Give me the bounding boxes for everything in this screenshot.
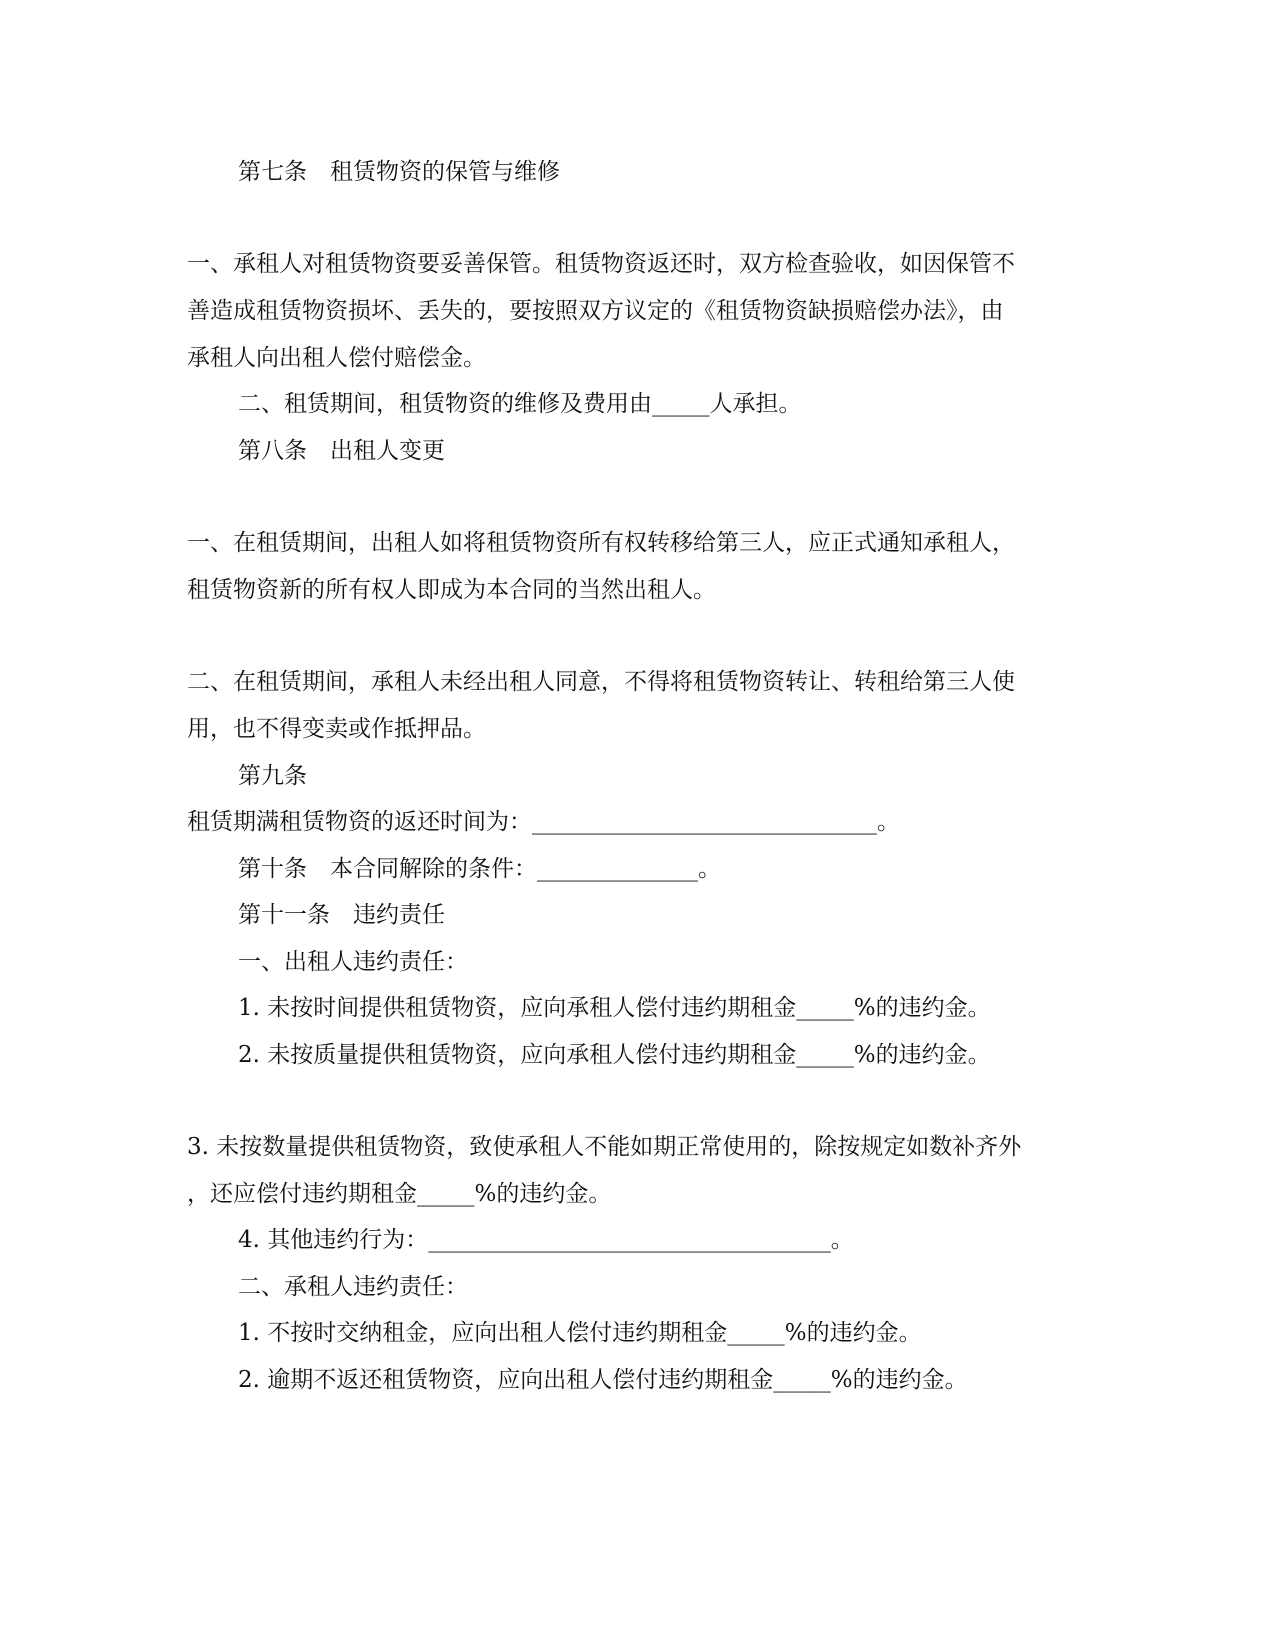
article-9-heading: 第九条 [238, 763, 307, 789]
paragraph-line: 4. 其他违约行为：___________________________________。 [238, 1227, 854, 1253]
paragraph-line: 租赁期满租赁物资的返还时间为：______________________________。 [187, 809, 900, 835]
article-11-heading: 第十一条 违约责任 [238, 902, 445, 928]
paragraph-line: 承租人向出租人偿付赔偿金。 [187, 345, 486, 371]
paragraph-line: 一、在租赁期间，出租人如将租赁物资所有权转移给第三人，应正式通知承租人， [187, 530, 1015, 556]
paragraph-line: 二、租赁期间，租赁物资的维修及费用由_____人承担。 [238, 391, 802, 417]
paragraph-line: 二、在租赁期间，承租人未经出租人同意，不得将租赁物资转让、转租给第三人使 [187, 669, 1015, 695]
paragraph-line: 善造成租赁物资损坏、丢失的，要按照双方议定的《租赁物资缺损赔偿办法》，由 [187, 298, 1004, 324]
paragraph-line: ，还应偿付违约期租金_____%的违约金。 [187, 1181, 612, 1207]
paragraph-line: 2. 未按质量提供租赁物资，应向承租人偿付违约期租金_____%的违约金。 [238, 1042, 991, 1068]
paragraph-line: 二、承租人违约责任： [238, 1274, 468, 1300]
article-8-heading: 第八条 出租人变更 [238, 438, 445, 464]
paragraph-line: 租赁物资新的所有权人即成为本合同的当然出租人。 [187, 577, 716, 603]
paragraph-line: 一、承租人对租赁物资要妥善保管。租赁物资返还时，双方检查验收，如因保管不 [187, 251, 1015, 277]
paragraph-line: 用，也不得变卖或作抵押品。 [187, 716, 486, 742]
paragraph-line: 3. 未按数量提供租赁物资，致使承租人不能如期正常使用的，除按规定如数补齐外 [187, 1134, 1022, 1160]
paragraph-line: 一、出租人违约责任： [238, 949, 468, 975]
article-10-heading: 第十条 本合同解除的条件：______________。 [238, 856, 721, 882]
paragraph-line: 1. 未按时间提供租赁物资，应向承租人偿付违约期租金_____%的违约金。 [238, 995, 991, 1021]
paragraph-line: 1. 不按时交纳租金，应向出租人偿付违约期租金_____%的违约金。 [238, 1320, 922, 1346]
paragraph-line: 2. 逾期不返还租赁物资，应向出租人偿付违约期租金_____%的违约金。 [238, 1367, 968, 1393]
article-7-heading: 第七条 租赁物资的保管与维修 [238, 159, 560, 185]
